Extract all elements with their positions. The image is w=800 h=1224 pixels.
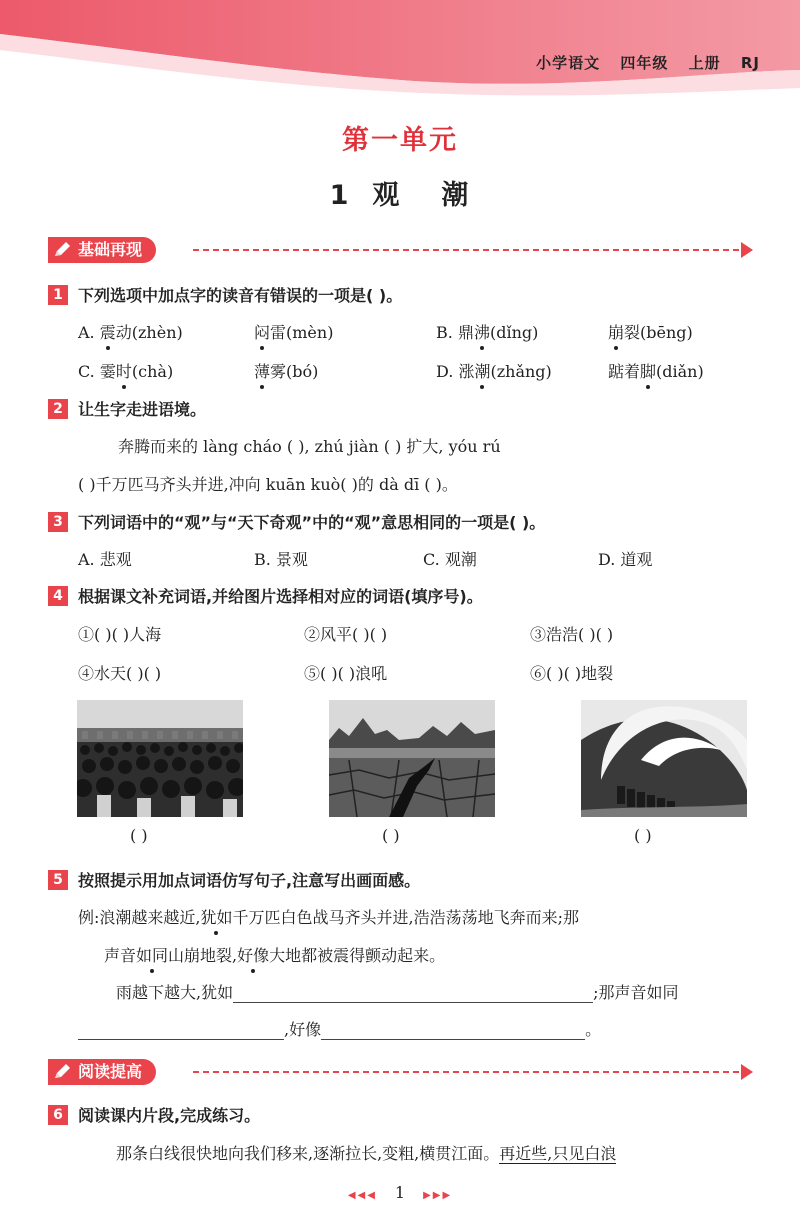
answer-blank[interactable] (321, 1022, 585, 1040)
q5-example-line-1: 例:浪潮越来越近,犹如千万匹白色战马齐头并进,浩浩荡荡地飞奔而来;那 (78, 905, 579, 928)
header-band (0, 0, 800, 100)
word-2: ②风平( )( ) (304, 625, 388, 644)
option-d-2: 踮着脚(diǎn) (608, 359, 704, 382)
question-text: 按照提示用加点词语仿写句子,注意写出画面感。 (78, 871, 421, 890)
question-1 (48, 283, 402, 306)
q4-row-1 (78, 622, 758, 646)
section-banner-basic (48, 237, 753, 263)
lesson-title (0, 173, 800, 212)
question-3 (48, 510, 545, 533)
header-info (522, 52, 760, 73)
lesson-number: 1 (329, 180, 351, 211)
page-footer (0, 1183, 800, 1202)
right-arrows-icon: ▶▶▶ (423, 1190, 453, 1201)
option-c-2: 薄雾(bó) (254, 359, 318, 382)
option-b: B. 景观 (254, 550, 308, 569)
section-divider (193, 249, 739, 251)
word-3: ③浩浩( )( ) (530, 625, 614, 644)
section-divider (193, 1071, 739, 1073)
question-text: 根据课文补充词语,并给图片选择相对应的词语(填序号)。 (78, 587, 483, 606)
header-wave (0, 0, 800, 100)
left-arrows-icon: ◀◀◀ (347, 1190, 377, 1201)
crowd-photo (77, 700, 243, 817)
word-1: ①( )( )人海 (78, 625, 162, 644)
option-a: A. 震动(zhèn) (78, 320, 183, 343)
wave-photo (581, 700, 747, 817)
section-banner-reading (48, 1059, 753, 1085)
question-number: 3 (48, 512, 68, 532)
picture-2-answer: ( ) (382, 826, 400, 845)
passage-text: 那条白线很快地向我们移来,逐渐拉长,变粗,横贯江面。 (116, 1144, 500, 1163)
section-pill (48, 237, 156, 263)
question-number: 2 (48, 399, 68, 419)
option-d: D. 涨潮(zhǎng) (436, 359, 552, 382)
header-volume: 上册 (688, 54, 721, 72)
lesson-char1: 观 (372, 180, 402, 211)
question-number: 6 (48, 1105, 68, 1125)
option-b: B. 鼎沸(dǐng) (436, 320, 538, 343)
question-number: 4 (48, 586, 68, 606)
section-arrow (741, 1064, 753, 1080)
q5-answer-line-2: ,好像 。 (78, 1017, 601, 1040)
option-c: C. 霎时(chà) (78, 359, 173, 382)
option-c: C. 观潮 (423, 550, 477, 569)
unit-title: 第一单元 (342, 125, 458, 156)
q5-answer-line-1: 雨越下越大,犹如 ;那声音如同 (116, 983, 679, 1002)
question-text: 下列词语中的“观”与“天下奇观”中的“观”意思相同的一项是( )。 (78, 513, 546, 532)
option-a-2: 闷雷(mèn) (254, 320, 333, 343)
question-number: 1 (48, 285, 68, 305)
picture-1-answer: ( ) (130, 826, 148, 845)
word-6: ⑥( )( )地裂 (530, 664, 614, 683)
page-number: 1 (394, 1183, 406, 1202)
passage-underlined: 再近些,只见白浪 (499, 1144, 617, 1163)
pencil-icon (52, 240, 72, 260)
q4-row-2 (78, 661, 758, 685)
q2-line-2: ( )千万匹马齐头并进,冲向 kuān kuò( )的 dà dī ( )。 (78, 475, 458, 494)
q6-passage (116, 1141, 616, 1164)
option-b-2: 崩裂(bēng) (608, 320, 693, 343)
section-label: 阅读提高 (78, 1062, 143, 1081)
header-subject: 小学语文 (536, 54, 601, 72)
section-arrow (741, 242, 753, 258)
question-2 (48, 397, 206, 420)
word-5: ⑤( )( )浪吼 (304, 664, 388, 683)
question-text: 下列选项中加点字的读音有错误的一项是( )。 (78, 286, 403, 305)
header-grade: 四年级 (620, 54, 669, 72)
question-5 (48, 868, 420, 891)
question-number: 5 (48, 870, 68, 890)
answer-blank[interactable] (78, 1022, 284, 1040)
header-edition: RJ (740, 54, 760, 72)
q3-options (78, 547, 758, 571)
option-a: A. 悲观 (78, 550, 132, 569)
picture-3-answer: ( ) (634, 826, 652, 845)
q2-line-1: 奔腾而来的 làng cháo ( ), zhú jiàn ( ) 扩大, yóu rú (118, 437, 501, 456)
question-4 (48, 584, 483, 607)
q1-row-cd (78, 359, 758, 383)
question-text: 让生字走进语境。 (78, 400, 207, 419)
lesson-char2: 潮 (441, 180, 471, 211)
section-label: 基础再现 (78, 240, 143, 259)
earthquake-photo (329, 700, 495, 817)
question-6 (48, 1103, 260, 1126)
q5-example-line-2: 声音如同山崩地裂,好像大地都被震得颤动起来。 (104, 943, 445, 966)
pencil-icon (52, 1062, 72, 1082)
section-pill (48, 1059, 156, 1085)
word-4: ④水天( )( ) (78, 664, 162, 683)
question-text: 阅读课内片段,完成练习。 (78, 1106, 261, 1125)
option-d: D. 道观 (598, 550, 653, 569)
q1-row-ab (78, 320, 758, 344)
answer-blank[interactable] (233, 985, 593, 1003)
